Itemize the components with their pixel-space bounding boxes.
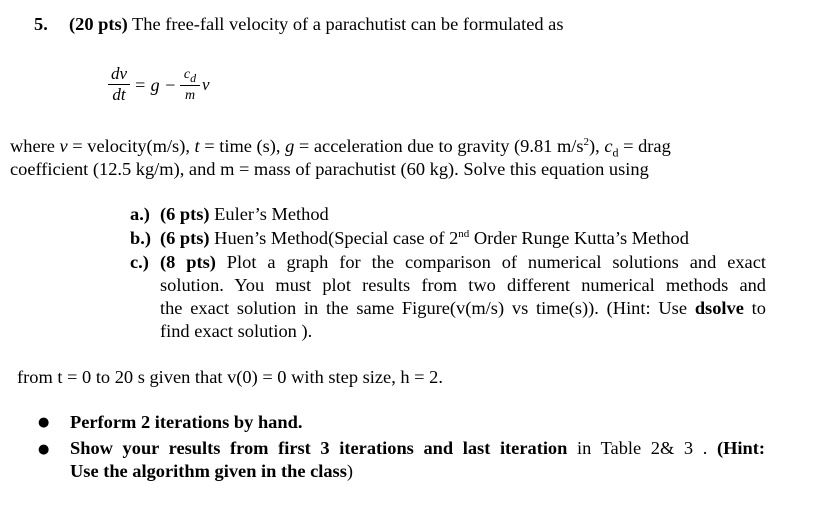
lhs-numerator: dv [110, 64, 128, 83]
time-range-statement: from t = 0 to 20 s given that v(0) = 0 with step size, h = 2. [17, 367, 443, 387]
equation-middle: = g − [134, 75, 177, 95]
item-c-line-4: find exact solution ). [160, 321, 313, 341]
bullet-2-line-1: Show your results from first 3 iterations and last iteration in Table 2& 3 . (Hint: [70, 438, 765, 458]
rhs-fraction [180, 65, 200, 106]
item-c-line-1: (8 pts) Plot a graph for the comparison of numerical solutions and exact [160, 252, 766, 272]
bullet-2-line-2: Use the algorithm given in the class) [70, 461, 353, 481]
item-b-text: (6 pts) Huen’s Method(Special case of 2nd Order Runge Kutta’s Method [160, 227, 689, 248]
question-text: The free-fall velocity of a parachutist can be formulated as [132, 14, 564, 34]
item-c-marker: c.) [130, 252, 149, 272]
item-a-text: (6 pts) Euler’s Method [160, 204, 329, 224]
lhs-fraction [108, 64, 130, 105]
bullet-icon: ● [38, 415, 50, 430]
differential-equation [108, 64, 248, 114]
item-b-marker: b.) [130, 228, 151, 248]
item-c-line-2: solution. You must plot results from two different numerical methods and [160, 275, 766, 295]
equation-velocity: v [202, 75, 210, 94]
rhs-numerator: $c_d$ [183, 67, 197, 85]
paragraph-line-1: where v = velocity(m/s), t = time (s), g = acceleration due to gravity (9.81 $m/s^2$), $c_d$ = drag [10, 135, 671, 160]
question-points: (20 pts) [69, 14, 128, 34]
lhs-denominator: dt [112, 85, 126, 104]
question-number: 5. [34, 14, 48, 34]
rhs-denominator: m [184, 88, 196, 103]
item-c-line-3: the exact solution in the same Figure(v(m/s) vs time(s)). (Hint: Use dsolve to [160, 298, 766, 318]
paragraph-line-2: coefficient (12.5 kg/m), and m = mass of parachutist (60 kg). Solve this equation using [10, 159, 649, 179]
bullet-icon: ● [38, 442, 50, 457]
question-heading [34, 14, 563, 35]
item-a-marker: a.) [130, 204, 150, 224]
bullet-1-text: Perform 2 iterations by hand. [70, 412, 303, 432]
